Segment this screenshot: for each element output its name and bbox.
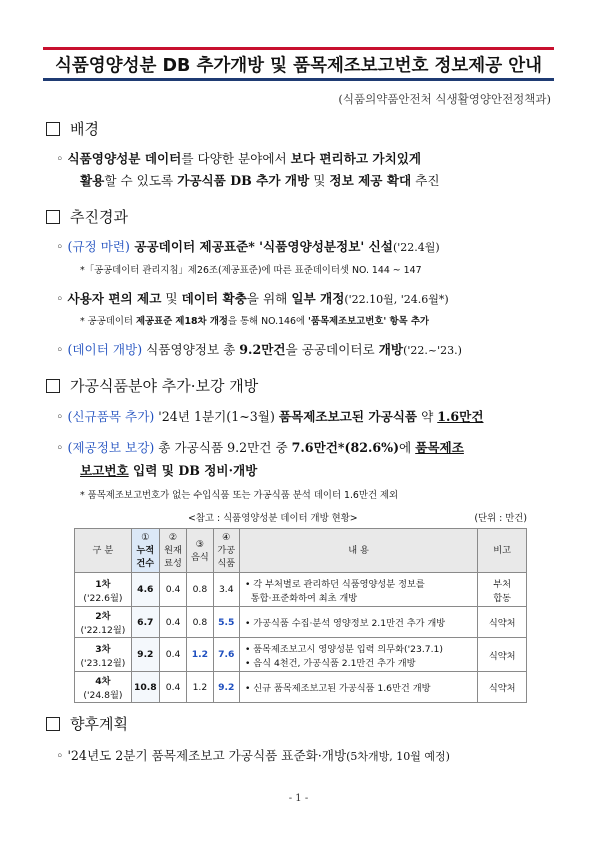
td-raw-material: 0.4 bbox=[159, 672, 186, 703]
section-heading-processed-food bbox=[46, 375, 258, 396]
th-num: ④ bbox=[222, 532, 231, 543]
tag: (데이터 개방) bbox=[67, 342, 143, 357]
row-label: 3차 bbox=[95, 643, 111, 655]
td-category bbox=[75, 672, 132, 703]
text-span: 할 수 있도록 bbox=[104, 173, 178, 188]
processed-note: * 품목제조보고번호가 없는 수입식품 또는 가공식품 분석 데이터 1.6만건 제외 bbox=[80, 490, 399, 501]
checkbox-square-icon bbox=[46, 122, 60, 136]
bullet: ◦ bbox=[56, 151, 64, 166]
th-food bbox=[187, 529, 213, 573]
section-heading-future-plan bbox=[46, 713, 128, 734]
text-span: 약 bbox=[417, 409, 438, 424]
text-span: 개방 bbox=[378, 342, 404, 357]
background-paragraph-line1 bbox=[56, 148, 421, 167]
text-span: 사용자 편의 제고 bbox=[67, 291, 162, 306]
td-cumulative: 6.7 bbox=[131, 607, 159, 638]
row-date: ('23.12월) bbox=[80, 657, 126, 669]
th-cumulative bbox=[131, 529, 159, 573]
row-label: 2차 bbox=[95, 611, 111, 622]
th-text: 누적 건수 bbox=[136, 545, 155, 569]
text-span: 7.6만건*(82.6%) bbox=[291, 440, 400, 455]
text-span: 제공표준 제18차 개정 bbox=[135, 316, 228, 327]
th-processed bbox=[213, 529, 239, 573]
text-span: 9.2만건 bbox=[239, 342, 286, 357]
bullet: ◦ bbox=[56, 291, 64, 306]
page-number: - 1 - bbox=[288, 793, 309, 804]
td-category bbox=[75, 638, 132, 672]
content-line: • 각 부처별로 관리하던 식품영양성분 정보를 bbox=[244, 578, 425, 590]
progress-item-3 bbox=[56, 339, 462, 358]
text-span: '24년 1분기(1~3월) bbox=[154, 409, 279, 424]
text-span: 데이터 확충 bbox=[181, 291, 247, 306]
td-cumulative: 9.2 bbox=[131, 638, 159, 672]
text-span: ('22.~'23.) bbox=[403, 344, 462, 357]
td-raw-material: 0.4 bbox=[159, 607, 186, 638]
data-open-status-table bbox=[74, 528, 527, 703]
text-span: '24년도 2분기 품목제조보고 가공식품 표준화·개방 bbox=[67, 748, 347, 763]
th-category bbox=[75, 529, 132, 573]
bullet: ◦ bbox=[56, 409, 64, 424]
th-num: ② bbox=[168, 532, 178, 543]
progress-item-2 bbox=[56, 288, 449, 307]
th-note bbox=[478, 529, 527, 573]
td-content bbox=[239, 672, 477, 703]
td-cumulative: 10.8 bbox=[131, 672, 159, 703]
text-span: '품목제조보고번호' 항목 추가 bbox=[308, 316, 429, 327]
content-line: • 신규 품목제조보고된 가공식품 1.6만건 개방 bbox=[244, 683, 431, 694]
text-span: 식품영양성분 데이터 bbox=[67, 151, 182, 166]
row-label: 1차 bbox=[95, 578, 111, 590]
section-heading-background bbox=[46, 118, 99, 139]
text-span: ('22.4월) bbox=[392, 241, 440, 254]
content-line: • 음식 4천건, 가공식품 2.1만건 추가 개방 bbox=[244, 657, 416, 669]
td-food: 1.2 bbox=[187, 672, 213, 703]
table-row bbox=[75, 638, 527, 672]
th-text: 구 분 bbox=[92, 545, 114, 556]
section-title: 추진경과 bbox=[70, 208, 128, 226]
th-text: 가공 식품 bbox=[217, 545, 236, 569]
page-subtitle: (식품의약품안전처 식생활영양안전정책과) bbox=[338, 92, 551, 106]
table-row bbox=[75, 672, 527, 703]
th-text: 내 용 bbox=[348, 545, 369, 556]
text-span: 일부 개정 bbox=[291, 291, 345, 306]
row-date: ('22.12월) bbox=[80, 625, 126, 636]
th-text: 원재 료성 bbox=[164, 545, 182, 569]
text-span: 식품영양정보 총 bbox=[142, 342, 240, 357]
td-note: 부처 합동 bbox=[478, 573, 527, 607]
td-note: 식약처 bbox=[478, 638, 527, 672]
td-processed: 3.4 bbox=[213, 573, 239, 607]
th-num: ③ bbox=[195, 538, 205, 550]
row-date: ('22.6월) bbox=[83, 592, 123, 604]
tag: (제공정보 보강) bbox=[67, 440, 155, 455]
th-text: 음식 bbox=[191, 551, 209, 563]
text-span: 추진 bbox=[411, 173, 440, 188]
td-food: 0.8 bbox=[187, 573, 213, 607]
th-raw-material bbox=[159, 529, 186, 573]
td-note: 식약처 bbox=[478, 607, 527, 638]
checkbox-square-icon bbox=[46, 210, 60, 224]
section-title: 배경 bbox=[70, 120, 99, 138]
processed-item-2-line2 bbox=[80, 460, 257, 479]
table-row bbox=[75, 607, 527, 638]
bullet: ◦ bbox=[56, 748, 64, 763]
th-content bbox=[239, 529, 477, 573]
content-line: • 품목제조보고시 영양성분 입력 의무화('23.7.1) bbox=[244, 643, 443, 655]
text-span: 보다 편리하고 가치있게 bbox=[290, 151, 422, 166]
text-span: 입력 및 DB 정비·개방 bbox=[128, 463, 258, 478]
td-content bbox=[239, 607, 477, 638]
text-span: 을 위해 bbox=[246, 291, 292, 306]
table-unit: (단위 : 만건) bbox=[474, 513, 527, 524]
th-num: ① bbox=[141, 532, 150, 543]
text-span: 품목제조 bbox=[415, 440, 464, 455]
td-cumulative: 4.6 bbox=[131, 573, 159, 607]
td-category bbox=[75, 573, 132, 607]
row-label: 4차 bbox=[95, 676, 111, 687]
th-text: 비고 bbox=[493, 545, 512, 556]
title-bottom-rule bbox=[43, 78, 554, 81]
processed-item-1 bbox=[56, 406, 484, 425]
td-content bbox=[239, 638, 477, 672]
title-top-rule bbox=[43, 47, 554, 50]
progress-note-1: *「공공데이터 관리지침」제26조(제공표준)에 따른 표준데이터셋 NO. 144 ~ 147 bbox=[80, 265, 422, 276]
text-span: 1.6만건 bbox=[437, 409, 484, 424]
progress-note-2 bbox=[80, 313, 429, 327]
td-processed: 9.2 bbox=[213, 672, 239, 703]
text-span: 정보 제공 확대 bbox=[329, 173, 412, 188]
td-processed: 7.6 bbox=[213, 638, 239, 672]
td-note: 식약처 bbox=[478, 672, 527, 703]
text-span: 보고번호 bbox=[80, 463, 129, 478]
table-row bbox=[75, 573, 527, 607]
text-span: 총 가공식품 9.2만건 중 bbox=[154, 440, 292, 455]
content-line: • 가공식품 수집·분석 영양정보 2.1만건 추가 개방 bbox=[244, 618, 446, 629]
text-span: 및 bbox=[309, 173, 330, 188]
section-heading-progress bbox=[46, 206, 128, 227]
checkbox-square-icon bbox=[46, 717, 60, 731]
text-span: 및 bbox=[161, 291, 182, 306]
text-span: 을 공공데이터로 bbox=[285, 342, 379, 357]
table-caption: <참고 : 식품영양성분 데이터 개방 현황> bbox=[188, 513, 358, 524]
text-span: 품목제조보고된 가공식품 bbox=[278, 409, 418, 424]
processed-item-2 bbox=[56, 437, 464, 456]
td-content bbox=[239, 573, 477, 607]
future-item-1 bbox=[56, 745, 450, 764]
text-span: * 공공데이터 bbox=[80, 316, 136, 327]
text-span: (5차개방, 10월 예정) bbox=[346, 750, 450, 763]
bullet: ◦ bbox=[56, 239, 64, 254]
row-date: ('24.8월) bbox=[83, 690, 123, 701]
td-processed: 5.5 bbox=[213, 607, 239, 638]
text-span: 가공식품 DB 추가 개방 bbox=[177, 173, 310, 188]
section-title: 향후계획 bbox=[70, 715, 128, 733]
text-span: 를 다양한 분야에서 bbox=[181, 151, 291, 166]
td-raw-material: 0.4 bbox=[159, 573, 186, 607]
checkbox-square-icon bbox=[46, 379, 60, 393]
td-food: 1.2 bbox=[187, 638, 213, 672]
bullet: ◦ bbox=[56, 342, 64, 357]
page-title: 식품영양성분 DB 추가개방 및 품목제조보고번호 정보제공 안내 bbox=[54, 56, 543, 76]
text-span: ('22.10월, '24.6월*) bbox=[344, 293, 449, 306]
td-raw-material: 0.4 bbox=[159, 638, 186, 672]
text-span: 에 bbox=[399, 440, 416, 455]
table-header-row bbox=[75, 529, 527, 573]
text-span: 활용 bbox=[80, 173, 105, 188]
background-paragraph-line2 bbox=[80, 170, 440, 189]
tag: (신규품목 추가) bbox=[67, 409, 155, 424]
tag: (규정 마련) bbox=[67, 239, 130, 254]
text-span: 을 통해 NO.146에 bbox=[227, 316, 309, 327]
section-title: 가공식품분야 추가·보강 개방 bbox=[70, 377, 259, 395]
td-category bbox=[75, 607, 132, 638]
td-food: 0.8 bbox=[187, 607, 213, 638]
progress-item-1 bbox=[56, 236, 440, 255]
bullet: ◦ bbox=[56, 440, 64, 455]
text-span: 공공데이터 제공표준* '식품영양성분정보' 신설 bbox=[129, 239, 393, 254]
content-line: 통합·표준화하여 최초 개방 bbox=[244, 592, 358, 604]
